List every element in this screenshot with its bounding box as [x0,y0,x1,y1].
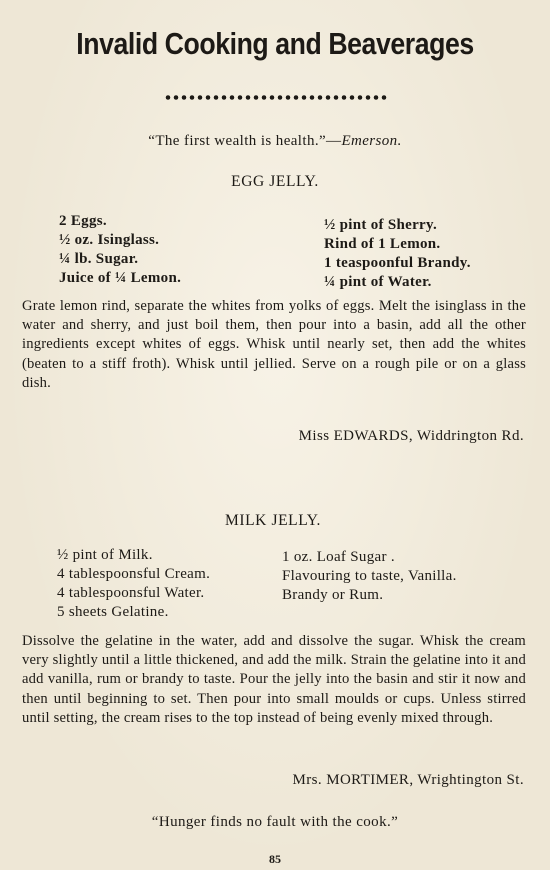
recipe-title-milk-jelly: MILK JELLY. [224,512,322,529]
ingredient: 4 tablespoonsful Water. [57,585,205,601]
epigraph-text: “The first wealth is health.”— [148,133,342,149]
ingredient: 2 Eggs. [59,213,107,229]
milk-jelly-ingredients-left [57,546,210,622]
milk-jelly-credit: Mrs. MORTIMER, Wrightington St. [292,772,524,788]
epigraph [0,133,550,150]
ingredient: ¼ lb. Sugar. [59,251,139,267]
ingredient: ½ pint of Sherry. [324,217,438,233]
ingredient: ½ oz. Isinglass. [59,232,160,248]
ingredient: ½ pint of Milk. [57,547,153,563]
egg-jelly-ingredients-left [59,212,181,288]
ingredient: 1 teaspoonful Brandy. [324,255,471,271]
ingredient: Brandy or Rum. [282,587,384,603]
page-number: 85 [269,852,281,866]
ingredient: Juice of ¼ Lemon. [59,270,182,286]
egg-jelly-method: Grate lemon rind, separate the whites from yolks of eggs. Melt the isinglass in the water and sherry, and just boil them, then pour into a basin, add all the other ingredients except whites of eggs. Whisk until nearly set, then add the whites (beaten to a stiff froth). Whisk until jellied. Serve on a rough pile or on a glass dish. [22,298,526,391]
egg-jelly-ingredients-right [324,216,471,292]
ingredient: 5 sheets Gelatine. [57,604,169,620]
decorative-dot-divider [164,94,388,101]
ingredient: Flavouring to taste, Vanilla. [282,568,457,584]
ingredient: 4 tablespoonsful Cream. [57,566,211,582]
milk-jelly-ingredients-right [282,548,457,605]
recipe-title-egg-jelly: EGG JELLY. [231,173,319,190]
epigraph-author: Emerson. [341,133,402,149]
ingredient: Rind of 1 Lemon. [324,236,441,252]
ingredient: 1 oz. Loaf Sugar . [282,549,395,565]
milk-jelly-method: Dissolve the gelatine in the water, add and dissolve the sugar. Whisk the cream very slightly until a little thickened, and add the milk. Strain the gelatine into it and add vanilla, rum or brandy to taste. Pour the jelly into the basin and stir it now and then until beginning to set. Then pour into small moulds or cups. Unless stirred until setting, the cream rises to the top instead of being evenly mixed through. [22,633,526,726]
page-title: Invalid Cooking and Beaverages [76,26,474,61]
closing-quote: “Hunger finds no fault with the cook.” [151,814,399,830]
ingredient: ¼ pint of Water. [324,274,432,290]
egg-jelly-credit: Miss EDWARDS, Widdrington Rd. [298,428,524,444]
